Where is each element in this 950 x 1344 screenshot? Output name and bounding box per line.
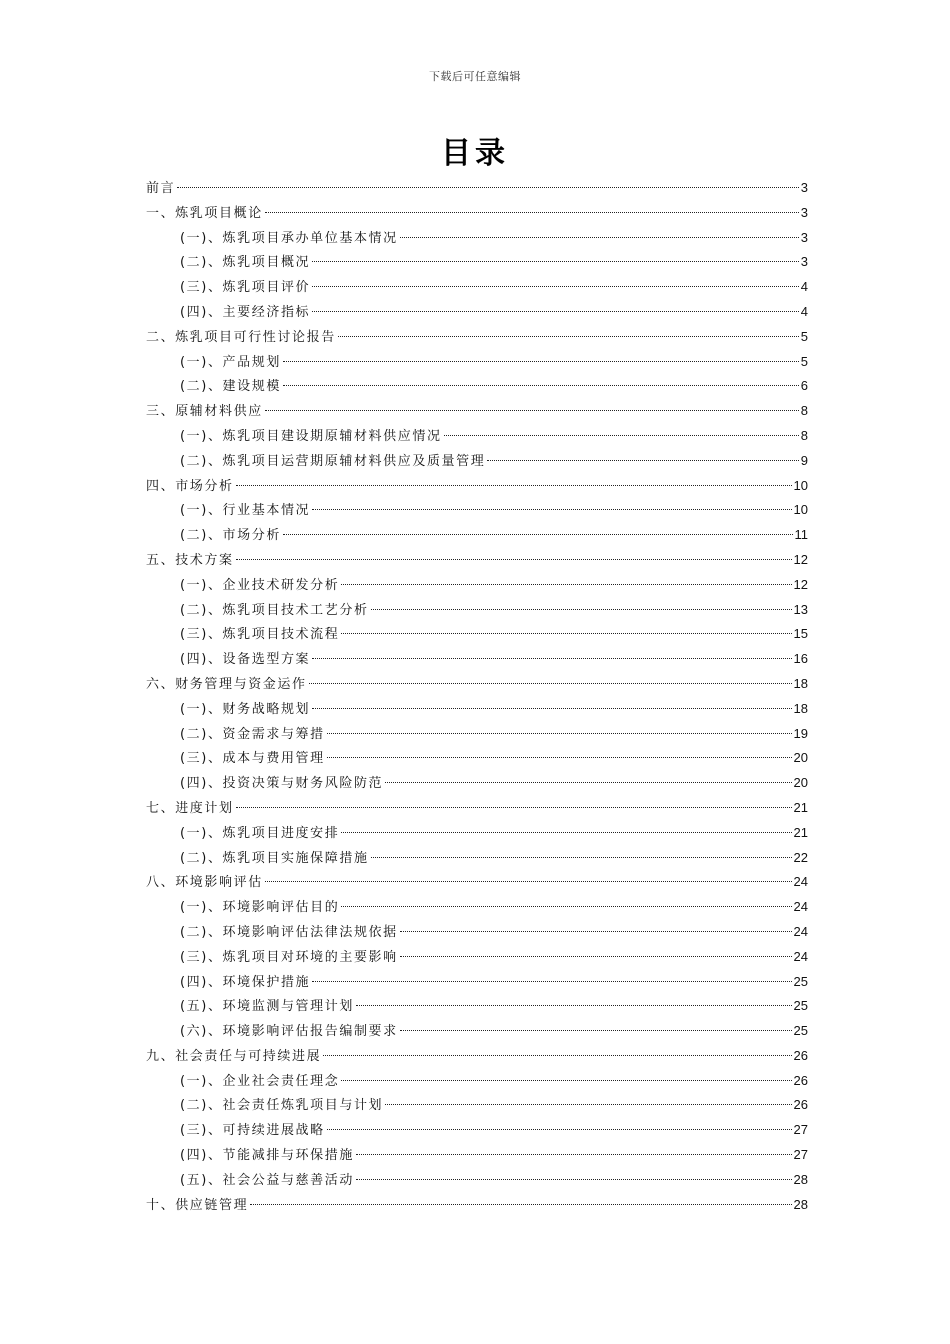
toc-page-number: 19 bbox=[793, 725, 808, 741]
toc-page-number: 5 bbox=[800, 353, 808, 369]
toc-dot-leader bbox=[312, 286, 799, 287]
toc-page-number: 26 bbox=[793, 1047, 808, 1063]
toc-page-number: 21 bbox=[793, 799, 808, 815]
toc-entry-title: (一)、企业技术研发分析 bbox=[180, 577, 340, 593]
toc-entry-title: 九、社会责任与可持续进展 bbox=[146, 1048, 322, 1064]
toc-entry[interactable] bbox=[146, 226, 808, 251]
toc-entry[interactable] bbox=[146, 970, 808, 995]
toc-page-number: 18 bbox=[793, 675, 808, 691]
toc-entry-title: (一)、财务战略规划 bbox=[180, 701, 311, 717]
toc-entry-title: (二)、炼乳项目实施保障措施 bbox=[180, 850, 369, 866]
toc-entry[interactable] bbox=[146, 275, 808, 300]
toc-entry-title: 八、环境影响评估 bbox=[146, 875, 263, 891]
toc-page-number: 3 bbox=[800, 204, 808, 220]
toc-entry-title: 七、进度计划 bbox=[146, 800, 234, 816]
toc-dot-leader bbox=[323, 1055, 791, 1056]
toc-dot-leader bbox=[341, 633, 791, 634]
toc-entry[interactable] bbox=[146, 498, 808, 523]
toc-dot-leader bbox=[385, 1104, 791, 1105]
toc-dot-leader bbox=[250, 1204, 791, 1205]
toc-entry[interactable] bbox=[146, 474, 808, 499]
toc-entry-title: (二)、环境影响评估法律法规依据 bbox=[180, 924, 398, 940]
toc-page-number: 9 bbox=[800, 452, 808, 468]
toc-dot-leader bbox=[356, 1005, 792, 1006]
toc-dot-leader bbox=[283, 385, 799, 386]
toc-entry[interactable] bbox=[146, 548, 808, 573]
toc-page-number: 28 bbox=[793, 1171, 808, 1187]
toc-entry[interactable] bbox=[146, 598, 808, 623]
toc-entry-title: 二、炼乳项目可行性讨论报告 bbox=[146, 329, 336, 345]
toc-entry[interactable] bbox=[146, 647, 808, 672]
toc-dot-leader bbox=[338, 336, 799, 337]
toc-dot-leader bbox=[265, 410, 799, 411]
toc-page-number: 18 bbox=[793, 700, 808, 716]
toc-entry-title: (三)、炼乳项目评价 bbox=[180, 280, 311, 296]
toc-entry-title: (四)、环境保护措施 bbox=[180, 974, 311, 990]
toc-entry-title: (二)、资金需求与筹措 bbox=[180, 726, 325, 742]
toc-entry-title: (一)、产品规划 bbox=[180, 354, 281, 370]
toc-page-number: 6 bbox=[800, 378, 808, 394]
toc-page-number: 10 bbox=[793, 502, 808, 518]
toc-dot-leader bbox=[341, 906, 791, 907]
header-note: 下载后可任意编辑 bbox=[429, 70, 521, 83]
toc-page-number: 22 bbox=[793, 849, 808, 865]
toc-entry[interactable] bbox=[146, 1069, 808, 1094]
toc-entry[interactable] bbox=[146, 1044, 808, 1069]
toc-page-number: 3 bbox=[800, 180, 808, 195]
toc-page-number: 26 bbox=[793, 1097, 808, 1113]
toc-dot-leader bbox=[236, 807, 792, 808]
toc-page-number: 27 bbox=[793, 1147, 808, 1163]
toc-entry-title: 六、财务管理与资金运作 bbox=[146, 676, 307, 692]
toc-entry[interactable] bbox=[146, 399, 808, 424]
toc-dot-leader bbox=[265, 881, 792, 882]
toc-entry-title: 前言 bbox=[146, 181, 176, 196]
toc-entry-title: 三、原辅材料供应 bbox=[146, 404, 263, 420]
toc-entry[interactable] bbox=[146, 523, 808, 548]
toc-dot-leader bbox=[341, 584, 791, 585]
toc-dot-leader bbox=[400, 1030, 792, 1031]
toc-page-number: 25 bbox=[793, 973, 808, 989]
toc-entry[interactable] bbox=[146, 945, 808, 970]
toc-dot-leader bbox=[312, 311, 799, 312]
toc-dot-leader bbox=[341, 1080, 791, 1081]
toc-entry-title: (二)、炼乳项目运营期原辅材料供应及质量管理 bbox=[180, 453, 486, 469]
toc-entry[interactable] bbox=[146, 300, 808, 325]
toc-dot-leader bbox=[327, 757, 792, 758]
toc-dot-leader bbox=[400, 956, 792, 957]
toc-entry-title: (一)、炼乳项目承办单位基本情况 bbox=[180, 230, 398, 246]
toc-page-number: 20 bbox=[793, 775, 808, 791]
toc-page-number: 21 bbox=[793, 824, 808, 840]
toc-entry[interactable] bbox=[146, 250, 808, 275]
toc-entry-title: (四)、设备选型方案 bbox=[180, 652, 311, 668]
toc-entry[interactable] bbox=[146, 622, 808, 647]
toc-entry[interactable] bbox=[146, 895, 808, 920]
toc-page-number: 24 bbox=[793, 948, 808, 964]
toc-entry-title: (一)、环境影响评估目的 bbox=[180, 900, 340, 916]
toc-entry-title: (二)、社会责任炼乳项目与计划 bbox=[180, 1098, 384, 1114]
toc-dot-leader bbox=[487, 460, 798, 461]
toc-entry-title: 五、技术方案 bbox=[146, 552, 234, 568]
toc-entry-title: (一)、企业社会责任理念 bbox=[180, 1073, 340, 1089]
toc-dot-leader bbox=[312, 509, 791, 510]
toc-page-number: 13 bbox=[793, 601, 808, 617]
toc-entry-title: (一)、炼乳项目建设期原辅材料供应情况 bbox=[180, 428, 442, 444]
toc-entry-title: (二)、炼乳项目技术工艺分析 bbox=[180, 602, 369, 618]
toc-dot-leader bbox=[356, 1154, 792, 1155]
toc-page-number: 5 bbox=[800, 328, 808, 344]
toc-entry[interactable] bbox=[146, 374, 808, 399]
toc-entry[interactable] bbox=[146, 573, 808, 598]
toc-entry-title: (三)、炼乳项目技术流程 bbox=[180, 627, 340, 643]
toc-entry[interactable] bbox=[146, 796, 808, 821]
toc-entry-title: (三)、成本与费用管理 bbox=[180, 751, 325, 767]
toc-entry[interactable] bbox=[146, 325, 808, 350]
toc-entry[interactable] bbox=[146, 821, 808, 846]
toc-page-number: 8 bbox=[800, 427, 808, 443]
toc-dot-leader bbox=[312, 981, 791, 982]
toc-page-number: 25 bbox=[793, 998, 808, 1014]
toc-page-number: 3 bbox=[800, 229, 808, 245]
toc-entry[interactable] bbox=[146, 1193, 808, 1218]
toc-page-number: 3 bbox=[800, 254, 808, 270]
toc-entry[interactable] bbox=[146, 697, 808, 722]
toc-entry[interactable] bbox=[146, 1118, 808, 1143]
toc-entry-title: 一、炼乳项目概论 bbox=[146, 205, 263, 221]
toc-page-number: 26 bbox=[793, 1072, 808, 1088]
toc-entry[interactable] bbox=[146, 449, 808, 474]
toc-dot-leader bbox=[312, 261, 799, 262]
toc-entry[interactable] bbox=[146, 1168, 808, 1193]
table-of-contents bbox=[146, 176, 808, 1217]
toc-entry-title: (四)、主要经济指标 bbox=[180, 304, 311, 320]
toc-page-number: 4 bbox=[800, 279, 808, 295]
toc-entry[interactable] bbox=[146, 846, 808, 871]
toc-entry-title: (四)、投资决策与财务风险防范 bbox=[180, 776, 384, 792]
toc-entry-title: (二)、市场分析 bbox=[180, 528, 281, 544]
toc-entry[interactable] bbox=[146, 424, 808, 449]
toc-dot-leader bbox=[356, 1179, 792, 1180]
toc-entry-title: (三)、可持续进展战略 bbox=[180, 1123, 325, 1139]
toc-page-number: 24 bbox=[793, 923, 808, 939]
toc-entry-title: (二)、炼乳项目概况 bbox=[180, 255, 311, 271]
toc-entry[interactable] bbox=[146, 201, 808, 226]
toc-entry[interactable] bbox=[146, 920, 808, 945]
toc-page-number: 16 bbox=[793, 651, 808, 667]
toc-dot-leader bbox=[283, 534, 793, 535]
toc-entry-title: (四)、节能减排与环保措施 bbox=[180, 1148, 354, 1164]
toc-page-number: 11 bbox=[794, 527, 808, 543]
toc-entry[interactable] bbox=[146, 994, 808, 1019]
toc-entry[interactable] bbox=[146, 746, 808, 771]
toc-page-number: 28 bbox=[793, 1196, 808, 1212]
toc-entry[interactable] bbox=[146, 870, 808, 895]
toc-dot-leader bbox=[400, 931, 792, 932]
toc-entry-title: 四、市场分析 bbox=[146, 478, 234, 494]
toc-dot-leader bbox=[236, 485, 792, 486]
toc-entry-title: (一)、行业基本情况 bbox=[180, 503, 311, 519]
toc-entry-title: (五)、社会公益与慈善活动 bbox=[180, 1172, 354, 1188]
toc-page-number: 15 bbox=[793, 626, 808, 642]
toc-entry[interactable] bbox=[146, 672, 808, 697]
toc-entry[interactable] bbox=[146, 176, 808, 201]
toc-dot-leader bbox=[400, 237, 799, 238]
toc-title: 目录 bbox=[441, 136, 509, 171]
toc-dot-leader bbox=[236, 559, 792, 560]
toc-page-number: 24 bbox=[793, 899, 808, 915]
toc-dot-leader bbox=[312, 708, 791, 709]
toc-dot-leader bbox=[327, 733, 792, 734]
toc-page-number: 27 bbox=[793, 1122, 808, 1138]
toc-page-number: 20 bbox=[793, 750, 808, 766]
toc-dot-leader bbox=[312, 658, 791, 659]
toc-page-number: 4 bbox=[800, 303, 808, 319]
toc-dot-leader bbox=[265, 212, 799, 213]
toc-entry-title: (一)、炼乳项目进度安排 bbox=[180, 825, 340, 841]
toc-entry[interactable] bbox=[146, 1019, 808, 1044]
toc-entry-title: (三)、炼乳项目对环境的主要影响 bbox=[180, 949, 398, 965]
toc-entry[interactable] bbox=[146, 1143, 808, 1168]
toc-dot-leader bbox=[327, 1129, 792, 1130]
toc-page-number: 25 bbox=[793, 1023, 808, 1039]
toc-dot-leader bbox=[177, 187, 799, 188]
toc-dot-leader bbox=[371, 609, 792, 610]
toc-entry[interactable] bbox=[146, 722, 808, 747]
toc-entry-title: (六)、环境影响评估报告编制要求 bbox=[180, 1024, 398, 1040]
toc-entry[interactable] bbox=[146, 1093, 808, 1118]
toc-entry-title: (二)、建设规模 bbox=[180, 379, 281, 395]
toc-page-number: 10 bbox=[793, 477, 808, 493]
toc-page-number: 12 bbox=[793, 576, 808, 592]
toc-dot-leader bbox=[371, 857, 792, 858]
toc-page-number: 24 bbox=[793, 874, 808, 890]
toc-dot-leader bbox=[444, 435, 799, 436]
toc-entry[interactable] bbox=[146, 771, 808, 796]
toc-page-number: 8 bbox=[800, 403, 808, 419]
toc-dot-leader bbox=[283, 361, 799, 362]
toc-dot-leader bbox=[309, 683, 792, 684]
toc-entry-title: 十、供应链管理 bbox=[146, 1197, 249, 1213]
toc-page-number: 12 bbox=[793, 551, 808, 567]
toc-dot-leader bbox=[385, 782, 791, 783]
toc-entry-title: (五)、环境监测与管理计划 bbox=[180, 999, 354, 1015]
toc-entry[interactable] bbox=[146, 350, 808, 375]
toc-dot-leader bbox=[341, 832, 791, 833]
